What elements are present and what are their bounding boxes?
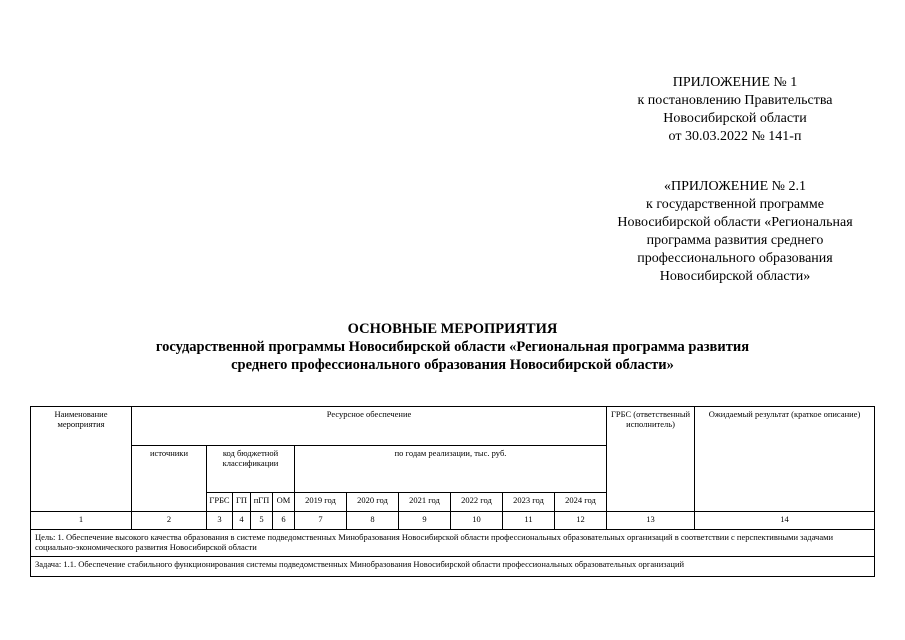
header-code-pgp: пГП — [251, 493, 273, 512]
title-line: среднего профессионального образования Новосибирской области» — [231, 357, 674, 373]
appendix-1-line: от 30.03.2022 № 141-п — [668, 129, 802, 144]
column-number: 13 — [607, 512, 695, 530]
header-year: 2019 год — [295, 493, 347, 512]
header-code-grbs: ГРБС — [207, 493, 233, 512]
title-line: ОСНОВНЫЕ МЕРОПРИЯТИЯ — [347, 321, 558, 337]
column-number: 5 — [251, 512, 273, 530]
appendix-2-line: к государственной программе — [646, 197, 824, 212]
appendix-2-header — [600, 178, 870, 286]
header-grbs: ГРБС (ответственный исполнитель) — [607, 407, 695, 512]
column-number: 14 — [695, 512, 875, 530]
title-line: государственной программы Новосибирской области «Региональная программа развития — [155, 339, 750, 355]
header-by-years: по годам реализации, тыс. руб. — [295, 446, 607, 493]
goal-row — [31, 530, 875, 557]
column-number: 6 — [273, 512, 295, 530]
column-number: 9 — [399, 512, 451, 530]
column-number: 8 — [347, 512, 399, 530]
header-year: 2023 год — [503, 493, 555, 512]
header-code-gp: ГП — [233, 493, 251, 512]
appendix-2-line: программа развития среднего — [646, 233, 824, 248]
header-name: Наименование мероприятия — [31, 407, 132, 512]
column-number: 3 — [207, 512, 233, 530]
task-row — [31, 557, 875, 577]
column-number: 7 — [295, 512, 347, 530]
appendix-1-line: ПРИЛОЖЕНИЕ № 1 — [672, 75, 798, 90]
column-numbers-row — [31, 512, 875, 530]
appendix-2-line: профессионального образования — [637, 251, 833, 266]
column-number: 12 — [555, 512, 607, 530]
appendix-1-line: Новосибирской области — [663, 111, 807, 126]
header-code-om: ОМ — [273, 493, 295, 512]
header-result: Ожидаемый результат (краткое описание) — [695, 407, 875, 512]
appendix-2-line: Новосибирской области «Региональная — [617, 215, 853, 230]
column-number: 10 — [451, 512, 503, 530]
column-number: 4 — [233, 512, 251, 530]
appendix-2-line: Новосибирской области» — [659, 269, 811, 284]
document-title — [0, 320, 905, 374]
measures-table — [30, 406, 875, 577]
header-budget-code: код бюджетной классификации — [207, 446, 295, 493]
header-year: 2022 год — [451, 493, 503, 512]
appendix-2-line: «ПРИЛОЖЕНИЕ № 2.1 — [664, 179, 806, 194]
column-number: 2 — [132, 512, 207, 530]
header-year: 2020 год — [347, 493, 399, 512]
appendix-1-header — [615, 74, 855, 146]
column-number: 1 — [31, 512, 132, 530]
header-year: 2024 год — [555, 493, 607, 512]
task-text: Задача: 1.1. Обеспечение стабильного функционирования системы подведомственных Минобразования Новосибирской области профессиональных образовательных организаций — [31, 557, 875, 577]
header-year: 2021 год — [399, 493, 451, 512]
column-number: 11 — [503, 512, 555, 530]
goal-text: Цель: 1. Обеспечение высокого качества образования в системе подведомственных Минобразования Новосибирской области профессиональных образовательных организаций в соответствии с перспективными задачами социально-экономического развития Новосибирской области — [31, 530, 875, 557]
header-resources: Ресурсное обеспечение — [132, 407, 607, 446]
appendix-1-line: к постановлению Правительства — [637, 93, 833, 108]
header-sources: источники — [132, 446, 207, 512]
